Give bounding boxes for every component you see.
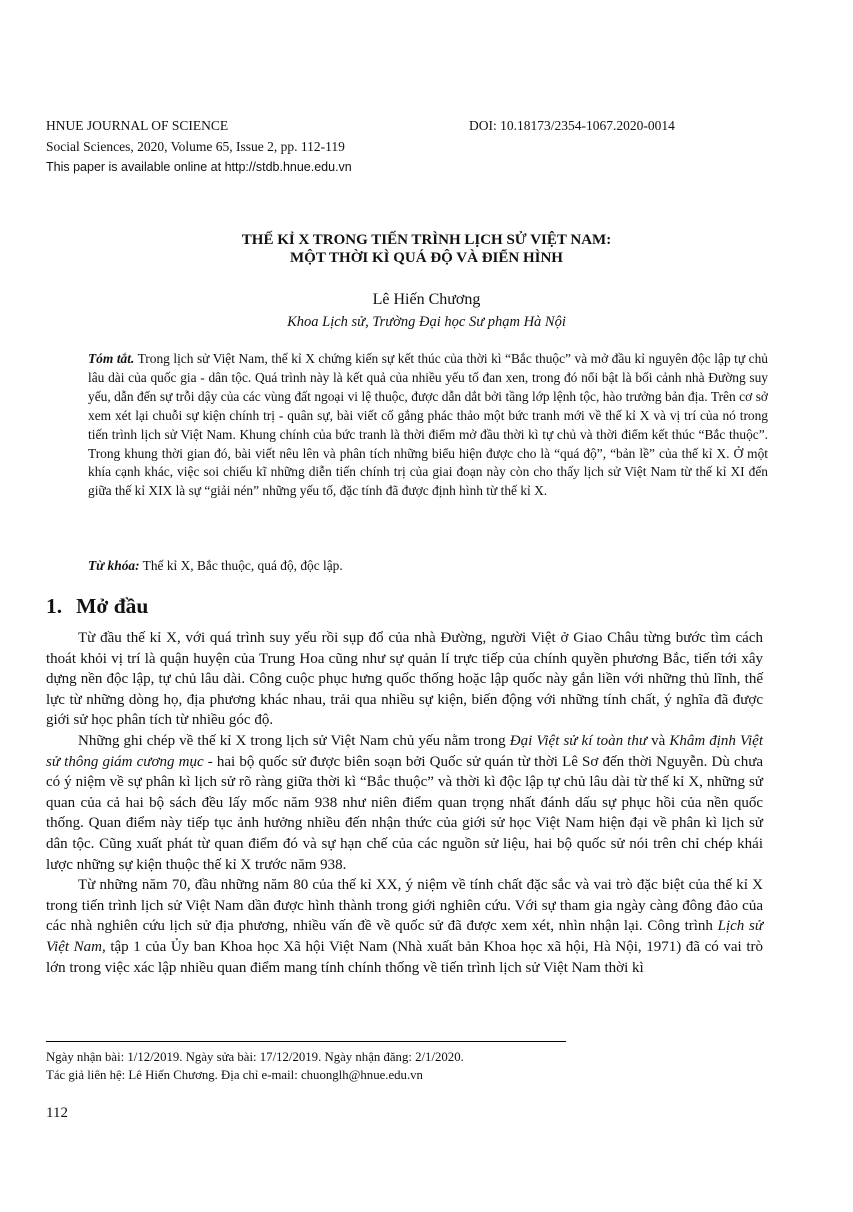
doi: DOI: 10.18173/2354-1067.2020-0014 [469,118,675,133]
keywords [88,556,768,575]
availability-note: This paper is available online at http://stdb.hnue.edu.vn [46,160,352,174]
article-title-line1: THẾ KỈ X TRONG TIẾN TRÌNH LỊCH SỬ VIỆT NAM: [241,232,612,248]
book-title: Lịch sử Việt Nam [46,918,763,955]
abstract-text: Trong lịch sử Việt Nam, thế kỉ X chứng kiến sự kết thúc của thời kì “Bắc thuộc” và mở đầu kỉ nguyên độc lập tự chủ lâu dài của quốc gia - dân tộc. Quá trình này là kết quả của nhiều yếu tố đan xen, trong đó nổi bật là bối cảnh nhà Đường suy yếu, dẫn đến sự trỗi dậy của các vùng đất ngoại vi lệ thuộc, được dẫn dắt bởi tầng lớp lệnh tộc, hào trưởng bản địa. Trên cơ sở xem xét lại chuỗi sự kiện chính trị - quân sự, bài viết cố gắng phác thảo một bức tranh mới về thế kỉ X và vị trí của nó trong tiến trình lịch sử Việt Nam. Khung chính của bức tranh là thời điểm mở đầu thời kì tự chủ và thời điểm kết thúc “Bắc thuộc”. Trong khung thời gian đó, bài viết nêu lên và phân tích những biểu hiện được cho là “quá độ”, “bản lề” của thế kỉ X. Ở một khía cạnh khác, việc soi chiếu kĩ những diễn tiến chính trị của giai đoạn này còn cho thấy lịch sử Việt Nam từ thế kỉ XI đến giữa thế kỉ XIX là sự “giải nén” những yếu tố, đặc tính đã được định hình từ thế kỉ X. [88,351,768,499]
article-title-line2: MỘT THỜI KÌ QUÁ ĐỘ VÀ ĐIỂN HÌNH [290,250,563,266]
paragraph [46,731,763,875]
paragraph-text: và [647,732,670,749]
footnote-contact: Tác giả liên hệ: Lê Hiến Chương. Địa chỉ e-mail: chuonglh@hnue.edu.vn [46,1068,423,1082]
abstract-label: Tóm tắt. [88,351,135,366]
volume-info: Social Sciences, 2020, Volume 65, Issue 2, pp. 112-119 [46,139,345,154]
page-number: 112 [46,1105,68,1121]
paragraph-text: - hai bộ quốc sử được biên soạn bởi Quốc sử quán từ thời Lê Sơ đến thời Nguyễn. Dù chưa có ý niệm về sự phân kì lịch sử rõ ràng giữa thời kì “Bắc thuộc” và thời kì độc lập tự chủ lâu dài từ thế kỉ X, những sử quan của cả hai bộ sách đều lấy mốc năm 938 như niên điểm quan trọng nhất đánh dấu sự phục hồi của nền quốc thống. Quan điểm này tiếp tục ảnh hưởng nhiều đến nhận thức của giới sử học Việt Nam hiện đại về phân kì lịch sử dân tộc. Cũng xuất phát từ quan điểm đó và sự hạn chế của các nguồn sử liệu, hai bộ quốc sử nói trên chỉ chép khái lược những sự kiện thuộc thế kỉ X trước năm 938. [46,753,763,873]
author-affiliation: Khoa Lịch sử, Trường Đại học Sư phạm Hà Nội [287,314,566,330]
keywords-label: Từ khóa: [88,558,140,573]
keywords-text: Thế kỉ X, Bắc thuộc, quá độ, độc lập. [142,558,343,573]
abstract [88,350,768,501]
paragraph-text: , tập 1 của Ủy ban Khoa học Xã hội Việt Nam (Nhà xuất bản Khoa học xã hội, Hà Nội, 1971) đã có vai trò lớn trong việc xác lập nhiều quan điểm mang tính chính thống về tiến trình lịch sử Việt Nam thời kì [46,938,763,976]
paragraph-text: Những ghi chép về thế kỉ X trong lịch sử Việt Nam chủ yếu nằm trong [78,732,510,749]
book-title: Khâm định Việt sử thông giám cương mục [46,732,763,770]
body-text [46,628,763,978]
author-name: Lê Hiến Chương [372,291,481,308]
paragraph: Từ đầu thế kỉ X, với quá trình suy yếu rồi sụp đổ của nhà Đường, người Việt ở Giao Châu từng bước tìm cách thoát khỏi vị trí là quận huyện của Trung Hoa cũng như sự quản lí trực tiếp của chính quyền phương Bắc, tiến tới xây dựng nền độc lập, tự chủ lâu dài. Công cuộc phục hưng quốc thống hoặc lập quốc này gắn liền với những thủ lĩnh, thế lực từ những dòng họ, địa phương khác nhau, trải qua nhiều sự kiện, biến động với những tính chất, ý nghĩa đã được giới sử học phân tích từ nhiều góc độ. [46,630,763,729]
footnote-dates: Ngày nhận bài: 1/12/2019. Ngày sửa bài: 17/12/2019. Ngày nhận đăng: 2/1/2020. [46,1050,464,1064]
paragraph [46,875,763,978]
footnote-divider [46,1041,566,1042]
book-title: Đại Việt sử kí toàn thư [509,732,648,749]
section-heading [46,591,148,621]
paragraph-text: Từ những năm 70, đầu những năm 80 của thế kỉ XX, ý niệm về tính chất đặc sắc và vai trò đặc biệt của thế kỉ X trong tiến trình lịch sử Việt Nam dần được hình thành trong giới nghiên cứu. Với sự tham gia ngày càng đông đảo của các nhà nghiên cứu lịch sử địa phương, nhiều vấn đề về quốc sử đã được xem xét, nhìn nhận lại. Công trình [46,877,763,935]
section-title: Mở đầu [76,594,149,618]
journal-name: HNUE JOURNAL OF SCIENCE [46,118,229,133]
section-number: 1. [46,594,63,618]
